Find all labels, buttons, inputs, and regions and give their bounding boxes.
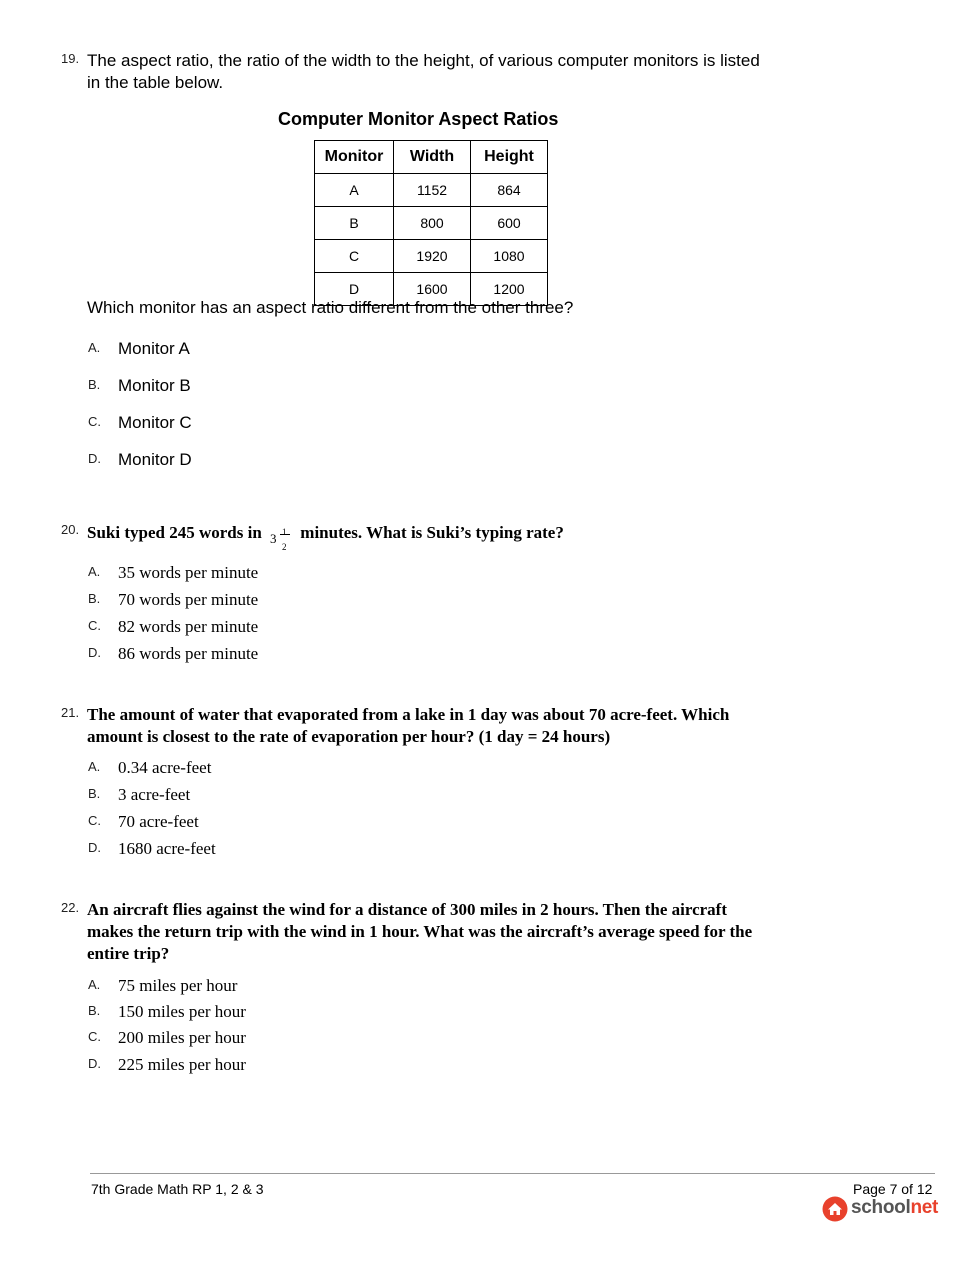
cell-height: 600 [471, 207, 548, 240]
cell-height: 1200 [471, 273, 548, 306]
table-row [315, 207, 548, 240]
answer-choice-22b[interactable]: 150 miles per hour [118, 1002, 246, 1021]
answer-choice-22d[interactable]: 225 miles per hour [118, 1055, 246, 1074]
question-21-text [87, 704, 807, 748]
answer-choice-20d[interactable]: 86 words per minute [118, 644, 259, 663]
answer-choice-22c[interactable]: 200 miles per hour [118, 1028, 246, 1047]
question-20-text-after: minutes. What is Suki’s typing rate? [300, 522, 564, 542]
header-width: Width [394, 141, 471, 174]
choice-letter: B. [88, 591, 101, 606]
question-20-text-before: Suki typed 245 words in [87, 522, 262, 542]
answer-choice-19a[interactable]: Monitor A [118, 339, 190, 358]
choice-letter: B. [88, 786, 101, 801]
choice-letter: D. [88, 451, 101, 466]
question-21-line-1: The amount of water that evaporated from a lake in 1 day was about 70 acre-feet. Which [87, 705, 730, 724]
home-icon [822, 1196, 848, 1222]
answer-choice-21a[interactable]: 0.34 acre-feet [118, 758, 212, 777]
choice-letter: D. [88, 1056, 101, 1071]
answer-choice-21b[interactable]: 3 acre-feet [118, 785, 191, 804]
choice-letter: C. [88, 1029, 101, 1044]
choice-letter: B. [88, 377, 101, 392]
question-20-text [87, 521, 564, 552]
header-height: Height [471, 141, 548, 174]
answer-choice-21d[interactable]: 1680 acre-feet [118, 839, 216, 858]
fraction-whole: 3 [270, 531, 277, 546]
choice-letter: C. [88, 414, 101, 429]
answer-choice-19c[interactable]: Monitor C [118, 413, 192, 432]
question-20-number: 20. [61, 522, 80, 537]
question-22-number: 22. [61, 900, 80, 915]
choice-letter: B. [88, 1003, 101, 1018]
fraction-denominator: 2 [282, 542, 287, 552]
table-row [315, 174, 548, 207]
question-22-line-2: makes the return trip with the wind in 1 hour. What was the aircraft’s average speed for the [87, 922, 753, 941]
choice-letter: A. [88, 759, 101, 774]
question-19-number: 19. [61, 51, 80, 66]
footer-divider [90, 1173, 935, 1174]
choice-letter: A. [88, 564, 101, 579]
cell-height: 1080 [471, 240, 548, 273]
question-21-number: 21. [61, 705, 80, 720]
cell-width: 800 [394, 207, 471, 240]
answer-choice-21c[interactable]: 70 acre-feet [118, 812, 199, 831]
question-21-line-2: amount is closest to the rate of evaporation per hour? (1 day = 24 hours) [87, 727, 611, 746]
choice-letter: C. [88, 813, 101, 828]
cell-width: 1920 [394, 240, 471, 273]
question-22-line-3: entire trip? [87, 944, 170, 963]
choice-letter: A. [88, 340, 101, 355]
logo-wordmark [851, 1197, 938, 1219]
fraction-bar [280, 534, 290, 535]
choice-letter: D. [88, 645, 101, 660]
cell-width: 1600 [394, 273, 471, 306]
schoolnet-logo [822, 1196, 937, 1224]
answer-choice-19d[interactable]: Monitor D [118, 450, 192, 469]
answer-choice-20b[interactable]: 70 words per minute [118, 590, 259, 609]
answer-choice-19b[interactable]: Monitor B [118, 376, 191, 395]
question-19-text [87, 50, 787, 94]
header-monitor: Monitor [315, 141, 394, 174]
table-header-row [315, 141, 548, 174]
page-number: Page 7 of 12 [853, 1181, 933, 1197]
question-19-prompt: Which monitor has an aspect ratio different from the other three? [87, 298, 574, 317]
choice-letter: A. [88, 977, 101, 992]
cell-monitor: C [315, 240, 394, 273]
question-22-line-1: An aircraft flies against the wind for a distance of 300 miles in 2 hours. Then the aircraft [87, 900, 727, 919]
choice-letter: C. [88, 618, 101, 633]
question-19-line-2: in the table below. [87, 73, 224, 92]
cell-height: 864 [471, 174, 548, 207]
question-19-line-1: The aspect ratio, the ratio of the width to the height, of various computer monitors is listed [87, 51, 760, 70]
table-row [315, 240, 548, 273]
footer-title: 7th Grade Math RP 1, 2 & 3 [91, 1181, 264, 1197]
logo-text-net: net [910, 1197, 939, 1218]
choice-letter: D. [88, 840, 101, 855]
logo-text-school: school [851, 1197, 911, 1218]
fraction-numerator: 1 [282, 527, 287, 537]
question-22-text [87, 899, 807, 965]
answer-choice-20a[interactable]: 35 words per minute [118, 563, 259, 582]
cell-monitor: B [315, 207, 394, 240]
cell-monitor: A [315, 174, 394, 207]
cell-width: 1152 [394, 174, 471, 207]
cell-monitor: D [315, 273, 394, 306]
aspect-ratio-table [314, 140, 548, 306]
answer-choice-20c[interactable]: 82 words per minute [118, 617, 259, 636]
answer-choice-22a[interactable]: 75 miles per hour [118, 976, 238, 995]
table-title: Computer Monitor Aspect Ratios [278, 109, 559, 129]
mixed-number-fraction [270, 521, 292, 552]
